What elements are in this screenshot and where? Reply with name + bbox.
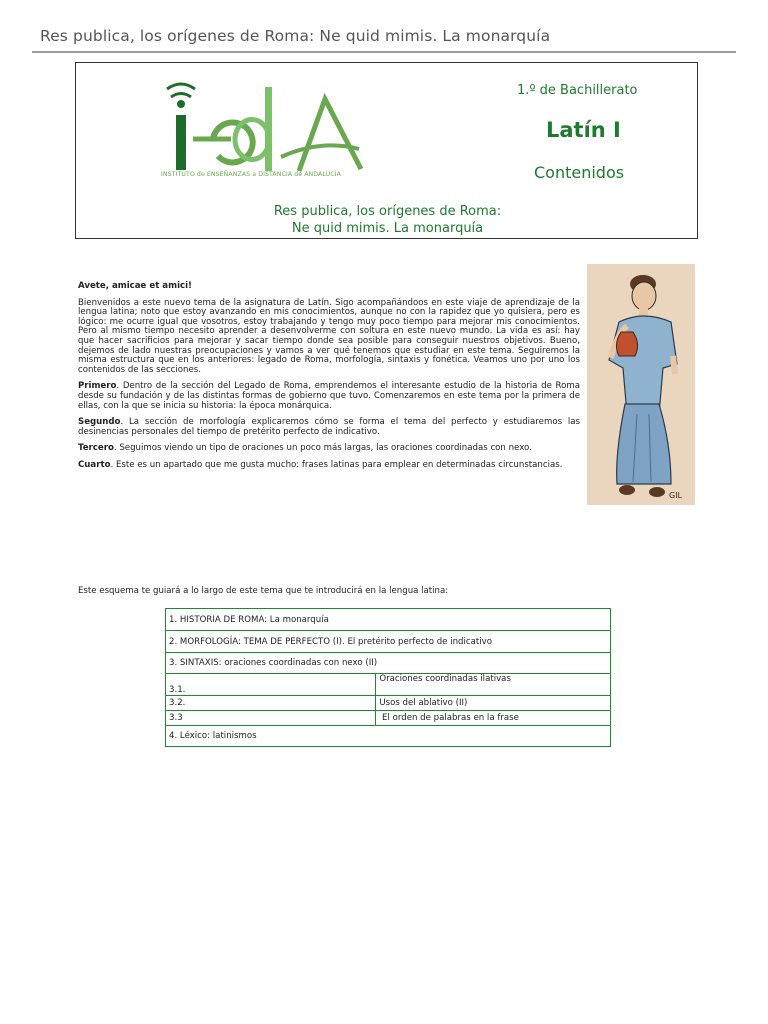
scheme-row-lexicon: 4. Léxico: latinismos — [166, 726, 611, 747]
scheme-row-syntax: 3. SINTAXIS: oraciones coordinadas con nexo (II) — [166, 653, 611, 674]
scheme-sub-text: Oraciones coordinadas ilativas — [376, 674, 611, 696]
greeting: Avete, amicae et amici! — [78, 281, 192, 291]
page-title: Res publica, los orígenes de Roma: Ne quid mimis. La monarquía — [40, 27, 551, 45]
item-text: . Seguimos viendo un tipo de oraciones un poco más largas, las oraciones coordinadas con nexo. — [113, 443, 532, 454]
table-row — [166, 653, 611, 674]
content-item-4 — [78, 461, 580, 471]
section-label: Contenidos — [534, 163, 625, 182]
content-item-3 — [78, 444, 580, 454]
header-box — [75, 62, 698, 239]
unit-title — [76, 203, 699, 237]
unit-title-line2: Ne quid mimis. La monarquía — [291, 221, 484, 236]
course-label: 1.º de Bachillerato — [517, 83, 638, 98]
item-text: . Dentro de la sección del Legado de Roma, emprendemos el interesante estudio de la historia de Roma desde su fundación y de las distintas formas de gobierno que tuvo. Comenzaremos en este tema por la primera de ellas, con la que se inicia su historia: la época monárquica. — [78, 381, 580, 411]
logo-caption: INSTITUTO de ENSEÑANZAS a DISTANCIA de ANDALUCÍA — [161, 171, 341, 178]
table-row — [166, 674, 611, 696]
item-label: Segundo — [78, 417, 121, 428]
scheme-sub-num: 3.3 — [166, 711, 376, 726]
table-row — [166, 696, 611, 711]
scheme-sub-text: Usos del ablativo (II) — [376, 696, 611, 711]
item-label: Tercero — [78, 443, 114, 454]
subject-title: Latín I — [546, 118, 621, 142]
title-divider — [32, 51, 736, 53]
item-text: . La sección de morfología explicaremos cómo se forma el tema del perfecto y estudiaremos las desinencias personales del tiempo de pretérito perfecto de indicativo. — [78, 417, 580, 437]
content-item-1 — [78, 382, 580, 411]
intro-paragraph: Bienvenidos a este nuevo tema de la asignatura de Latín. Sigo acompañándoos en este viaje de aprendizaje de la lengua latina; noto que estoy avanzando en mis conocimientos, aunque no con la rapidez que yo quisiera, pero es lógico: me ocurre igual que vosotros, estoy trabajando y tengo muy poco tiempo para mejorar mis conocimientos. Pero al mismo tiempo necesito aprender a desenvolverme con soltura en este nuevo mundo. La vida es así: hay que hacer sacrificios para mejorar y sacar tiempo donde sea posible para conseguir nuestros objetivos. Bueno, dejemos de lado nuestras preocupaciones y vamos a ver qué tenemos que estudiar en este tema. Seguiremos la misma estructura que en los anteriores: legado de Roma, morfología, sintaxis y fonética. Veamos uno por uno los contenidos de las secciones. — [78, 297, 580, 375]
item-label: Primero — [78, 381, 117, 392]
scheme-intro: Este esquema te guiará a lo largo de este tema que te introducirá en la lengua latina: — [78, 586, 449, 596]
scheme-sub-num: 3.2. — [166, 696, 376, 711]
roman-woman-illustration — [587, 264, 695, 505]
scheme-sub-num: 3.1. — [166, 674, 376, 696]
table-row — [166, 609, 611, 631]
content-scheme-table — [165, 608, 611, 747]
item-text: . Este es un apartado que me gusta mucho: frases latinas para emplear en determinadas circunstancias. — [110, 459, 563, 470]
table-row — [166, 726, 611, 747]
unit-title-line1: Res publica, los orígenes de Roma: — [273, 204, 502, 219]
scheme-sub-text: El orden de palabras en la frase — [376, 711, 611, 726]
table-row — [166, 631, 611, 653]
item-label: Cuarto — [78, 459, 111, 470]
scheme-row-morphology: 2. MORFOLOGÍA: TEMA DE PERFECTO (I). El pretérito perfecto de indicativo — [166, 631, 611, 653]
scheme-row-history: 1. HISTORIA DE ROMA: La monarquía — [166, 609, 611, 631]
figure-signature: GIL — [669, 491, 683, 500]
content-item-2 — [78, 418, 580, 437]
intro-text — [78, 282, 580, 478]
table-row — [166, 711, 611, 726]
